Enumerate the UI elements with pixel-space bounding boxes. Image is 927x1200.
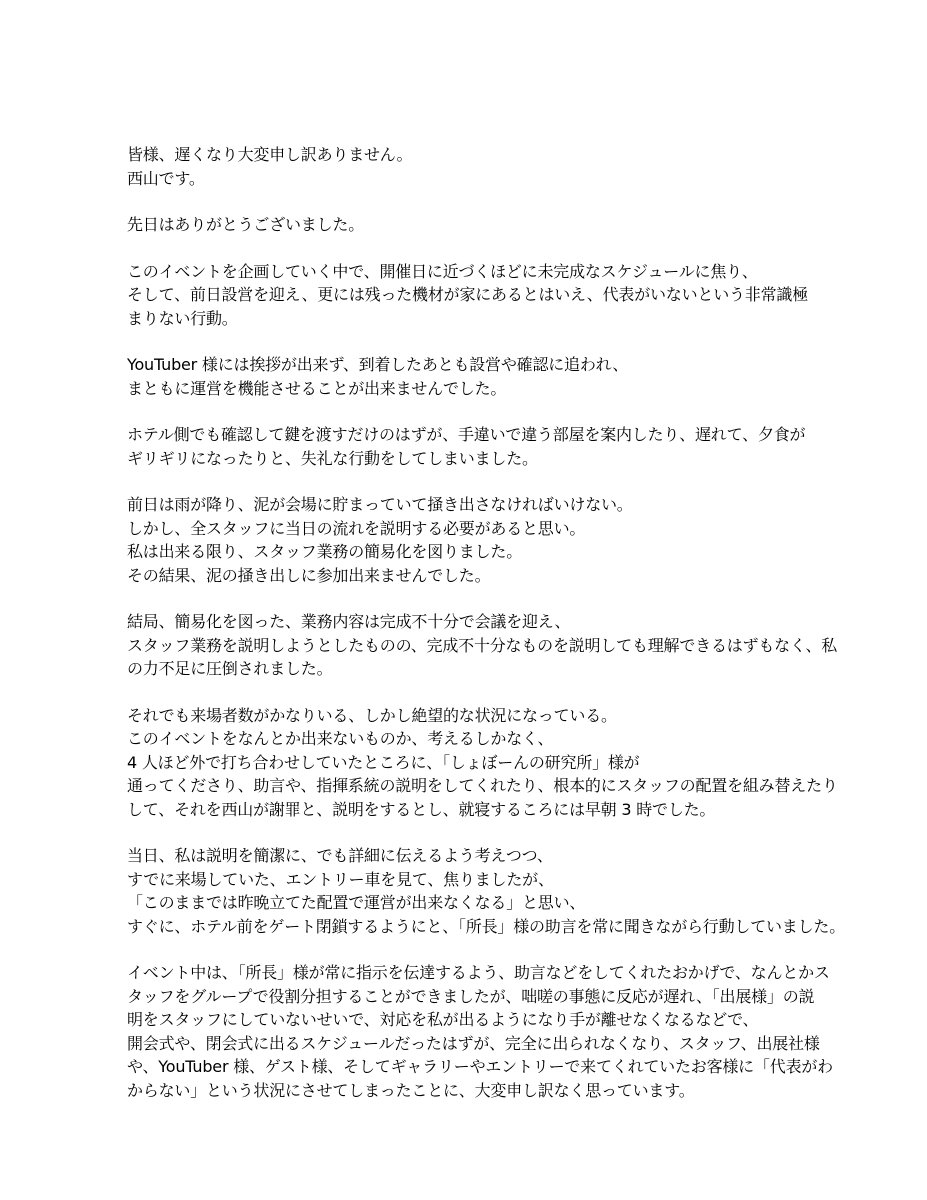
text-line: タッフをグループで役割分担することができましたが、咄嗟の事態に反応が遅れ、「出展様」の説: [127, 986, 815, 1006]
text-line: して、それを西山が謝罪と、説明をするとし、就寝するころには早朝 3 時でした。: [127, 799, 716, 819]
text-line: YouTuber 様には挨拶が出来ず、到着したあとも設営や確認に追われ、: [127, 355, 629, 374]
text-line: 西山です。: [127, 168, 205, 188]
text-line: まともに運営を機能させることが出来ませんでした。: [127, 378, 507, 398]
text-line: ギリギリになったりと、失礼な行動をしてしまいました。: [127, 448, 538, 468]
paragraph: [127, 423, 817, 470]
text-line: このイベントを企画していく中で、開催日に近づくほどに未完成なスケジュールに焦り、: [127, 261, 758, 281]
paragraph: [127, 260, 817, 331]
text-line: の力不足に圧倒されました。: [127, 659, 333, 678]
text-line: 当日、私は説明を簡潔に、でも詳細に伝えるよう考えつつ、: [127, 846, 553, 865]
text-line: そして、前日設営を迎え、更には残った機材が家にあるとはいえ、代表がいないという非常識極: [127, 285, 809, 304]
text-line: スタッフ業務を説明しようとしたものの、完成不十分なものを説明しても理解できるはずもなく、私: [127, 635, 838, 655]
text-line: 結局、簡易化を図った、業務内容は完成不十分で会議を迎え、: [127, 612, 571, 631]
text-line: 通ってくださり、助言や、指揮系統の説明をしてくれたり、根本的にスタッフの配置を組み替えたり: [127, 776, 838, 795]
paragraph: [127, 961, 833, 1102]
text-line: 前日は雨が降り、泥が会場に貯まっていて掻き出さなければいけない。: [127, 495, 633, 514]
text-line: や、YouTuber 様、ゲスト様、そしてギャラリーやエントリーで来てくれていたお客様に「代表がわ: [127, 1057, 833, 1076]
paragraph: [127, 143, 817, 190]
paragraph: [127, 610, 838, 681]
text-line: その結果、泥の掻き出しに参加出来ませんでした。: [127, 565, 491, 585]
text-line: 4 人ほど外で打ち合わせしていたところに、「しょぼーんの研究所」様が: [127, 752, 640, 772]
text-line: 「このままでは昨晩立てた配置で運営が出来なくなる」と思い、: [127, 893, 586, 912]
paragraph: [127, 493, 817, 587]
text-line: 先日はありがとうございました。: [127, 215, 365, 234]
paragraph: [127, 844, 846, 938]
text-line: 私は出来る限り、スタッフ業務の簡易化を図りました。: [127, 542, 523, 561]
text-line: ホテル側でも確認して鍵を渡すだけのはずが、手違いで違う部屋を案内したり、遅れて、夕食が: [127, 425, 806, 444]
paragraph: [127, 353, 817, 400]
text-line: それでも来場者数がかなりいる、しかし絶望的な状況になっている。: [127, 705, 617, 725]
text-line: すでに来場していた、エントリー車を見て、焦りましたが、: [127, 869, 554, 889]
text-line: まりない行動。: [127, 308, 238, 328]
text-line: からない」という状況にさせてしまったことに、大変申し訳なく思っています。: [127, 1080, 695, 1100]
text-line: イベント中は、「所長」様が常に指示を伝達するよう、助言などをしてくれたおかげで、なんとかス: [127, 963, 830, 982]
text-line: このイベントをなんとか出来ないものか、考えるしかなく、: [127, 729, 554, 748]
text-line: 明をスタッフにしていないせいで、対応を私が出るようになり手が離せなくなるなどで、: [127, 1010, 759, 1029]
text-line: 皆様、遅くなり大変申し訳ありません。: [127, 145, 413, 164]
text-line: すぐに、ホテル前をゲート閉鎖するようにと、「所長」様の助言を常に聞きながら行動していました。: [127, 916, 846, 936]
text-line: しかし、全スタッフに当日の流れを説明する必要があると思い。: [127, 518, 586, 538]
apology-letter-body: [127, 143, 846, 1125]
paragraph: [127, 213, 817, 237]
text-line: 開会式や、閉会式に出るスケジュールだったはずが、完全に出られなくなり、スタッフ、出展社様: [127, 1033, 820, 1053]
paragraph: [127, 704, 838, 822]
